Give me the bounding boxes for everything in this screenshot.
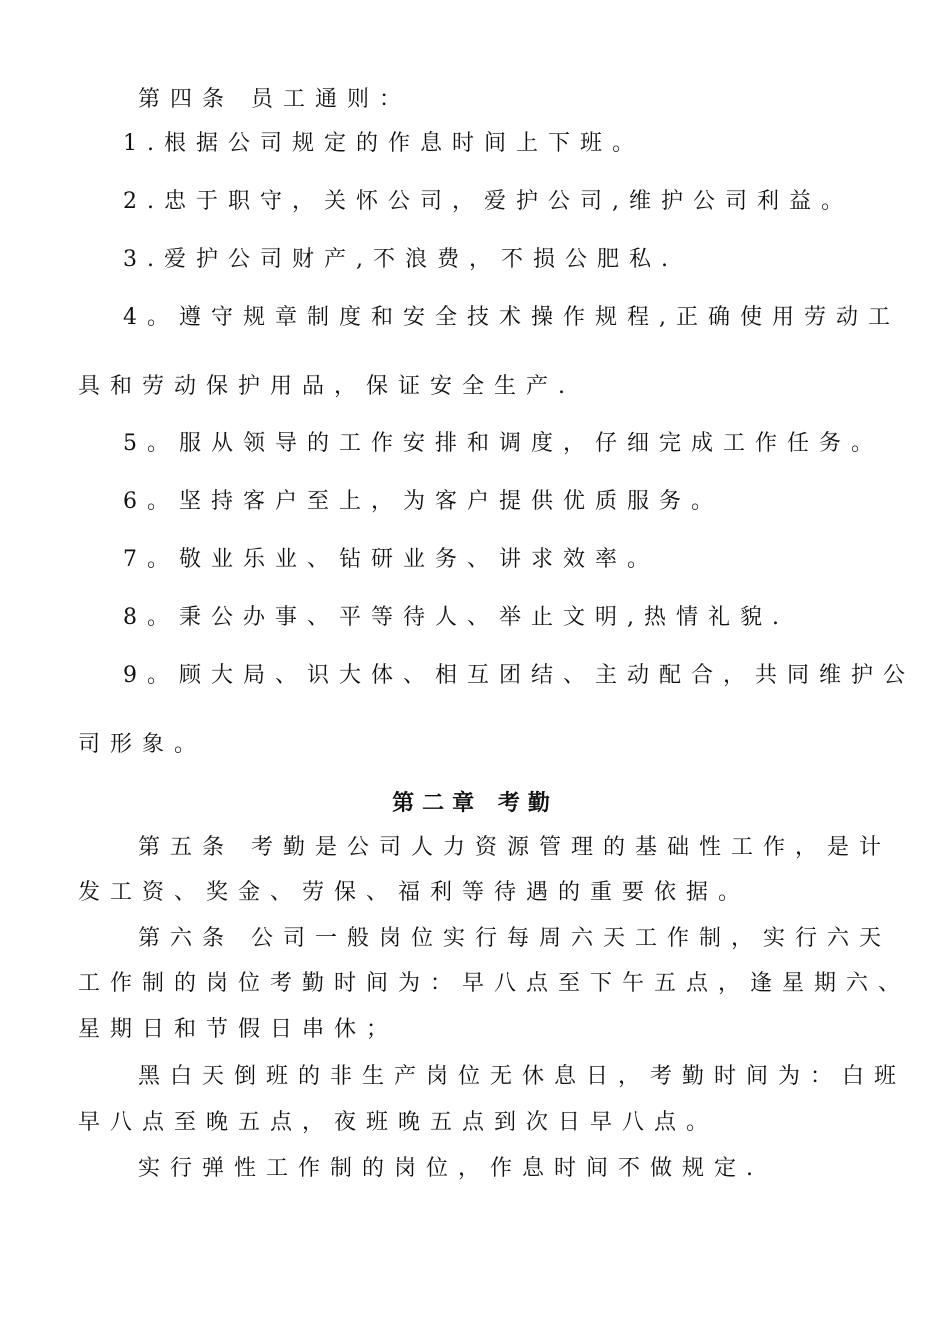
article4-item-4: 4。遵守规章制度和安全技术操作规程,正确使用劳动工 xyxy=(123,305,900,330)
chapter-heading: 第二章 考勤 xyxy=(392,790,558,816)
article4-item-4-cont: 具和劳动保护用品，保证安全生产. xyxy=(78,374,575,399)
article4-item-3: 3.爱护公司财产,不浪费，不损公肥私. xyxy=(123,247,678,272)
article5-line-1: 第五条 考勤是公司人力资源管理的基础性工作，是计 xyxy=(138,835,891,860)
shift-paragraph-line-1: 黑白天倒班的非生产岗位无休息日，考勤时间为：白班 xyxy=(138,1064,907,1089)
article4-item-7: 7。敬业乐业、钻研业务、讲求效率。 xyxy=(123,547,659,572)
article4-item-1: 1.根据公司规定的作息时间上下班。 xyxy=(123,131,644,156)
article6-line-1: 第六条 公司一般岗位实行每周六天工作制，实行六天 xyxy=(138,926,891,951)
article6-line-3: 星期日和节假日串休； xyxy=(78,1017,399,1042)
shift-paragraph-line-2: 早八点至晚五点，夜班晚五点到次日早八点。 xyxy=(78,1110,719,1135)
article5-line-2: 发工资、奖金、劳保、福利等待遇的重要依据。 xyxy=(78,880,751,905)
article4-item-5: 5。服从领导的工作安排和调度，仔细完成工作任务。 xyxy=(123,431,883,456)
flexible-hours-line: 实行弹性工作制的岗位，作息时间不做规定. xyxy=(138,1156,763,1181)
article4-item-8: 8。秉公办事、平等待人、举止文明,热情礼貌. xyxy=(123,605,789,630)
article4-item-9-cont: 司形象。 xyxy=(78,732,207,757)
article4-title: 第四条 员工通则： xyxy=(138,87,411,112)
article4-item-6: 6。坚持客户至上，为客户提供优质服务。 xyxy=(123,489,723,514)
article4-item-2: 2.忠于职守，关怀公司，爱护公司,维护公司利益。 xyxy=(123,189,853,214)
article4-item-9: 9。顾大局、识大体、相互团结、主动配合，共同维护公 xyxy=(123,663,915,688)
article6-line-2: 工作制的岗位考勤时间为：早八点至下午五点，逢星期六、 xyxy=(78,971,911,996)
